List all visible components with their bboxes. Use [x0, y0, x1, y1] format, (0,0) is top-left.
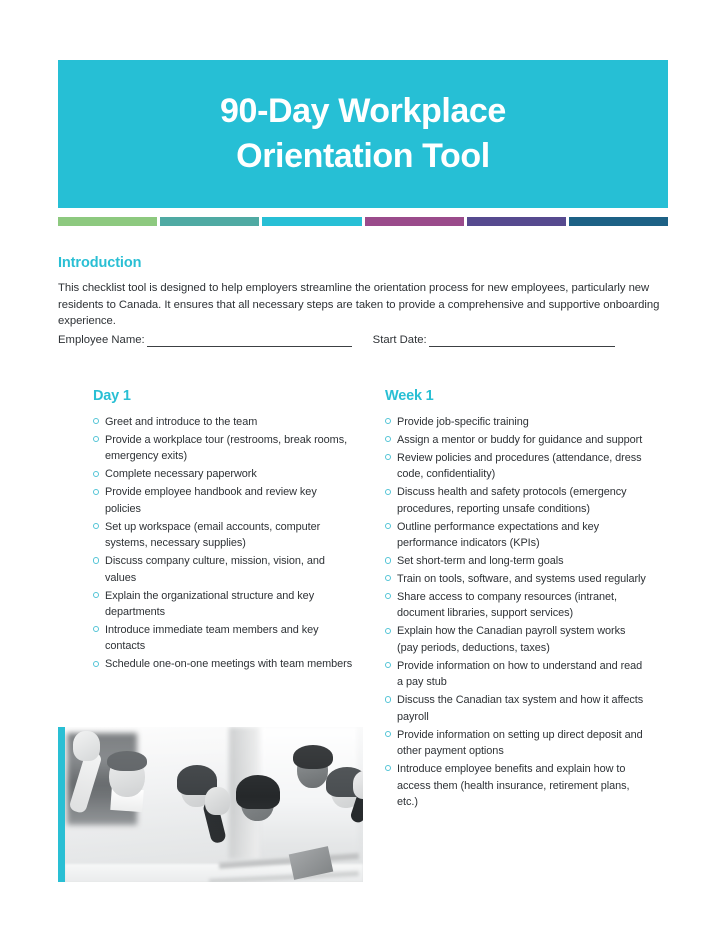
list-item-label: Share access to company resources (intranet, document libraries, support services) — [397, 591, 617, 620]
list-item[interactable] — [93, 656, 355, 672]
photo-scene — [65, 727, 363, 882]
color-strip-segment-cyan — [262, 217, 361, 226]
list-item-label: Review policies and procedures (attendance, dress code, confidentiality) — [397, 451, 642, 481]
checkbox-circle-icon[interactable] — [385, 489, 391, 495]
list-item[interactable] — [93, 588, 355, 621]
list-item-label: Explain the organizational structure and key departments — [105, 589, 315, 618]
form-field-row — [58, 333, 668, 347]
checkbox-circle-icon[interactable] — [93, 418, 99, 424]
list-item-label: Assign a mentor or buddy for guidance and support — [397, 433, 643, 446]
checklist-column-week-1 — [385, 388, 647, 812]
list-item[interactable] — [385, 414, 647, 430]
introduction-heading: Introduction — [58, 255, 142, 271]
checkbox-circle-icon[interactable] — [93, 592, 99, 598]
photo-person-3-waving-hand — [205, 787, 230, 815]
checkbox-circle-icon[interactable] — [93, 436, 99, 442]
checkbox-circle-icon[interactable] — [93, 557, 99, 563]
list-item-label: Discuss health and safety protocols (emergency procedures, reporting unsafe conditions) — [397, 486, 627, 515]
list-item-label: Provide a workplace tour (restrooms, break rooms, emergency exits) — [105, 433, 348, 463]
list-item-label: Provide employee handbook and review key policies — [105, 486, 317, 515]
checkbox-circle-icon[interactable] — [385, 575, 391, 581]
color-strip-segment-green — [58, 217, 157, 226]
employee-name-label: Employee Name: — [58, 333, 145, 346]
color-strip — [58, 217, 668, 226]
employee-name-field[interactable] — [58, 333, 352, 347]
list-item-label: Greet and introduce to the team — [105, 416, 258, 428]
checkbox-circle-icon[interactable] — [385, 523, 391, 529]
list-item-label: Train on tools, software, and systems used regularly — [397, 573, 646, 586]
employee-name-input[interactable] — [147, 333, 352, 347]
list-item[interactable] — [93, 519, 355, 552]
checklist-heading-day-1: Day 1 — [93, 388, 131, 404]
introduction-section — [58, 255, 668, 347]
team-photo — [58, 727, 363, 882]
list-item[interactable] — [385, 727, 647, 760]
photo-person-1-waving-hand — [73, 731, 100, 761]
checkbox-circle-icon[interactable] — [385, 662, 391, 668]
list-item-label: Set short-term and long-term goals — [397, 555, 564, 568]
list-item[interactable] — [385, 432, 647, 448]
checkbox-circle-icon[interactable] — [93, 489, 99, 495]
list-item[interactable] — [385, 519, 647, 552]
color-strip-segment-dark-blue — [569, 217, 668, 226]
checkbox-circle-icon[interactable] — [385, 731, 391, 737]
photo-person-4-hair — [293, 745, 333, 769]
page-title-line-1: 90-Day Workplace — [220, 91, 506, 130]
page-title-line-2: Orientation Tool — [236, 137, 490, 175]
page-title — [180, 89, 546, 179]
list-item-label: Outline performance expectations and key performance indicators (KPIs) — [397, 520, 600, 550]
list-item-label: Discuss company culture, mission, vision, and values — [105, 555, 325, 584]
start-date-label: Start Date: — [372, 333, 427, 346]
photo-person-5-waving-hand — [353, 771, 363, 799]
start-date-input[interactable] — [429, 333, 615, 347]
list-item[interactable] — [93, 466, 355, 482]
list-item[interactable] — [93, 553, 355, 586]
checkbox-circle-icon[interactable] — [385, 436, 391, 442]
list-item-label: Schedule one-on-one meetings with team members — [105, 658, 353, 671]
list-item[interactable] — [385, 761, 647, 810]
checkbox-circle-icon[interactable] — [93, 471, 99, 477]
list-item[interactable] — [385, 553, 647, 569]
list-item-label: Set up workspace (email accounts, computer systems, necessary supplies) — [105, 520, 321, 550]
checkbox-circle-icon[interactable] — [93, 523, 99, 529]
introduction-body: This checklist tool is designed to help employers streamline the orientation process for new employees, particularly new residents to Canada. It ensures that all necessary steps are taken to provide a comprehensive and supportive onboarding experience. — [58, 282, 660, 328]
color-strip-segment-purple — [467, 217, 566, 226]
checkbox-circle-icon[interactable] — [93, 626, 99, 632]
checklist-day-1 — [93, 414, 355, 673]
list-item-label: Introduce immediate team members and key contacts — [105, 623, 319, 653]
checkbox-circle-icon[interactable] — [385, 765, 391, 771]
checkbox-circle-icon[interactable] — [385, 454, 391, 460]
list-item-label: Provide information on setting up direct deposit and other payment options — [397, 728, 643, 758]
list-item-label: Complete necessary paperwork — [105, 468, 257, 481]
checkbox-circle-icon[interactable] — [93, 661, 99, 667]
list-item[interactable] — [385, 692, 647, 725]
list-item[interactable] — [93, 414, 355, 430]
photo-accent-bar — [58, 727, 65, 882]
checkbox-circle-icon[interactable] — [385, 696, 391, 702]
list-item[interactable] — [93, 432, 355, 465]
list-item[interactable] — [93, 484, 355, 517]
list-item-label: Discuss the Canadian tax system and how it affects payroll — [397, 694, 644, 723]
checklist-heading-week-1: Week 1 — [385, 388, 434, 404]
list-item[interactable] — [385, 658, 647, 691]
list-item[interactable] — [385, 571, 647, 587]
photo-person-1-hair — [107, 751, 147, 771]
color-strip-segment-magenta — [365, 217, 464, 226]
list-item-label: Provide information on how to understand and read a pay stub — [397, 659, 643, 689]
list-item[interactable] — [93, 622, 355, 655]
list-item-label: Introduce employee benefits and explain how to access them (health insurance, retirement plans, etc.) — [397, 763, 630, 808]
checklist-week-1 — [385, 414, 647, 810]
list-item-label: Explain how the Canadian payroll system works (pay periods, deductions, taxes) — [397, 625, 626, 654]
list-item[interactable] — [385, 623, 647, 656]
checkbox-circle-icon[interactable] — [385, 557, 391, 563]
list-item[interactable] — [385, 484, 647, 517]
header-banner — [58, 60, 668, 208]
checkbox-circle-icon[interactable] — [385, 593, 391, 599]
list-item-label: Provide job-specific training — [397, 416, 529, 428]
checkbox-circle-icon[interactable] — [385, 628, 391, 634]
list-item[interactable] — [385, 450, 647, 483]
photo-person-3-hair — [236, 775, 280, 809]
start-date-field[interactable] — [373, 333, 615, 347]
list-item[interactable] — [385, 589, 647, 622]
checkbox-circle-icon[interactable] — [385, 418, 391, 424]
color-strip-segment-teal-green — [160, 217, 259, 226]
